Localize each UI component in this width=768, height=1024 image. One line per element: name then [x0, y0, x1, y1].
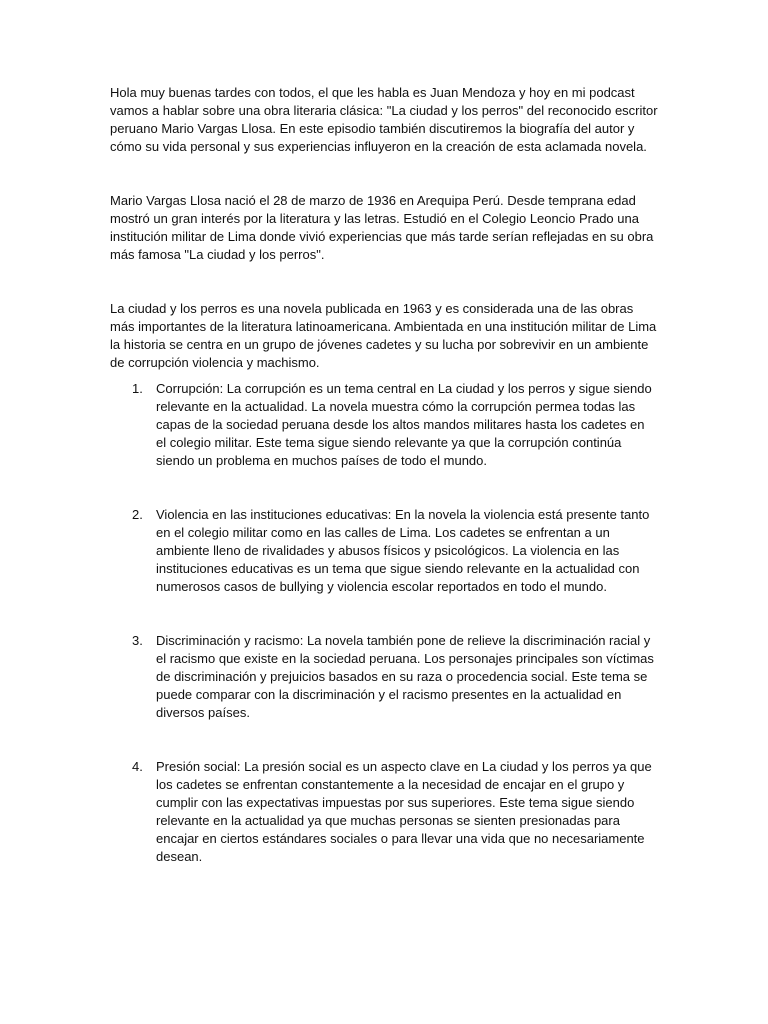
- theme-number: [110, 380, 156, 398]
- biography-paragraph: Mario Vargas Llosa nació el 28 de marzo de 1936 en Arequipa Perú. Desde temprana edad mostró un gran interés por la literatura y las letras. Estudió en el Colegio Leoncio Prado una institución militar de Lima donde vivió experiencias que más tarde serían reflejadas en su obra más famosa "La ciudad y los perros".: [110, 193, 654, 262]
- theme-item-corruption: [110, 380, 658, 470]
- theme-number-label: 3.: [132, 633, 143, 648]
- theme-item-discrimination: [110, 632, 658, 722]
- themes-list: [110, 380, 658, 866]
- theme-item-social-pressure: [110, 758, 658, 866]
- intro-paragraph: Hola muy buenas tardes con todos, el que les habla es Juan Mendoza y hoy en mi podcast vamos a hablar sobre una obra literaria clásica: "La ciudad y los perros" del reconocido escritor peruano Mario Vargas Llosa. En este episodio también discutiremos la biografía del autor y cómo su vida personal y sus experiencias influyeron en la creación de esta aclamada novela.: [110, 85, 658, 154]
- theme-number: [110, 632, 156, 650]
- theme-number-label: 1.: [132, 381, 143, 396]
- theme-number-label: 2.: [132, 507, 143, 522]
- theme-text: Corrupción: La corrupción es un tema central en La ciudad y los perros y sigue siendo relevante en la actualidad. La novela muestra cómo la corrupción permea todas las capas de la sociedad peruana desde los altos mandos militares hasta los cadetes en el colegio militar. Este tema sigue siendo relevante ya que la corrupción continúa siendo un problema en muchos países de todo el mundo.: [156, 381, 652, 468]
- theme-number: [110, 506, 156, 524]
- theme-item-violence: [110, 506, 658, 596]
- theme-text: Discriminación y racismo: La novela también pone de relieve la discriminación racial y el racismo que existe en la sociedad peruana. Los personajes principales son víctimas de discriminación y prejuicios basados en su raza o procedencia social. Este tema se puede comparar con la discriminación y el racismo presentes en la actualidad en diversos países.: [156, 633, 654, 720]
- theme-number: [110, 758, 156, 776]
- novel-paragraph: La ciudad y los perros es una novela publicada en 1963 y es considerada una de las obras más importantes de la literatura latinoamericana. Ambientada en una institución militar de Lima la historia se centra en un grupo de jóvenes cadetes y su lucha por sobrevivir en un ambiente de corrupción violencia y machismo.: [110, 301, 657, 370]
- theme-text: Presión social: La presión social es un aspecto clave en La ciudad y los perros ya que los cadetes se enfrentan constantemente a la necesidad de encajar en el grupo y cumplir con las expectativas impuestas por sus superiores. Este tema sigue siendo relevante en la actualidad ya que muchas personas se sienten presionadas para encajar en ciertos estándares sociales o para llevar una vida que no necesariamente desean.: [156, 759, 652, 864]
- theme-text: Violencia en las instituciones educativas: En la novela la violencia está presente tanto en el colegio militar como en las calles de Lima. Los cadetes se enfrentan a un ambiente lleno de rivalidades y abusos físicos y psicológicos. La violencia en las instituciones educativas es un tema que sigue siendo relevante en la actualidad con numerosos casos de bullying y violencia escolar reportados en todo el mundo.: [156, 507, 650, 594]
- theme-number-label: 4.: [132, 759, 143, 774]
